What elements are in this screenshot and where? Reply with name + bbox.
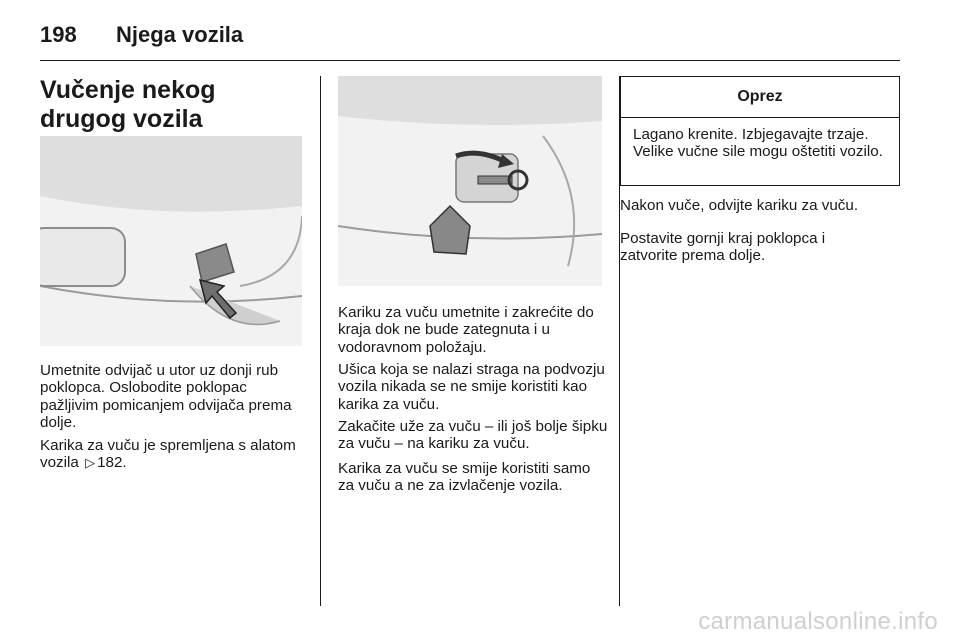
caution-title: Oprez xyxy=(621,77,899,118)
running-title: Njega vozila xyxy=(116,22,244,47)
watermark: carmanualsonline.info xyxy=(698,608,938,635)
right-triangle-reference-icon: ▷ xyxy=(85,455,96,471)
paragraph-close-cover: Postavite gornji kraj poklopca i zatvorite prema dolje. xyxy=(620,230,826,265)
caution-box xyxy=(620,76,900,186)
page-reference: 182. xyxy=(97,454,127,472)
paragraph-tow-eye-stored xyxy=(40,437,308,472)
figure-tow-eye-insertion xyxy=(338,76,602,286)
section-title: Vučenje nekog drugog vozila xyxy=(40,76,216,133)
paragraph-insert-tow-eye: Kariku za vuču umetnite i zakrećite do kraja dok ne bude zategnuta i u vodoravnom položaju. xyxy=(338,304,594,356)
page-number: 198 xyxy=(40,22,77,47)
paragraph-attach-tow-rope: Zakačite uže za vuču – ili još bolje šipku za vuču – na kariku za vuču. xyxy=(338,418,608,453)
caution-text: Lagano krenite. Izbjegavajte trzaje. Velike vučne sile mogu oštetiti vozilo. xyxy=(633,126,883,161)
paragraph-rear-eyelet-warning: Ušica koja se nalazi straga na podvozju vozila nikada se ne smije koristiti kao karika za vuču. xyxy=(338,361,605,413)
paragraph-insert-screwdriver: Umetnite odvijač u utor uz donji rub poklopca. Oslobodite poklopac pažljivim pomicanjem odvijača prema dolje. xyxy=(40,362,292,432)
paragraph-tow-only: Karika za vuču se smije koristiti samo za vuču a ne za izvlačenje vozila. xyxy=(338,460,591,495)
bumper-cover-illustration xyxy=(40,136,302,346)
figure-cover-removal xyxy=(40,136,302,346)
page-header xyxy=(40,14,900,61)
tow-eye-illustration xyxy=(338,76,602,286)
column-divider-1 xyxy=(320,76,321,606)
paragraph-unscrew-tow-eye: Nakon vuče, odvijte kariku za vuču. xyxy=(620,197,859,214)
tow-eye-stored-text: Karika za vuču je spremljena s alatom vozila xyxy=(40,437,296,472)
